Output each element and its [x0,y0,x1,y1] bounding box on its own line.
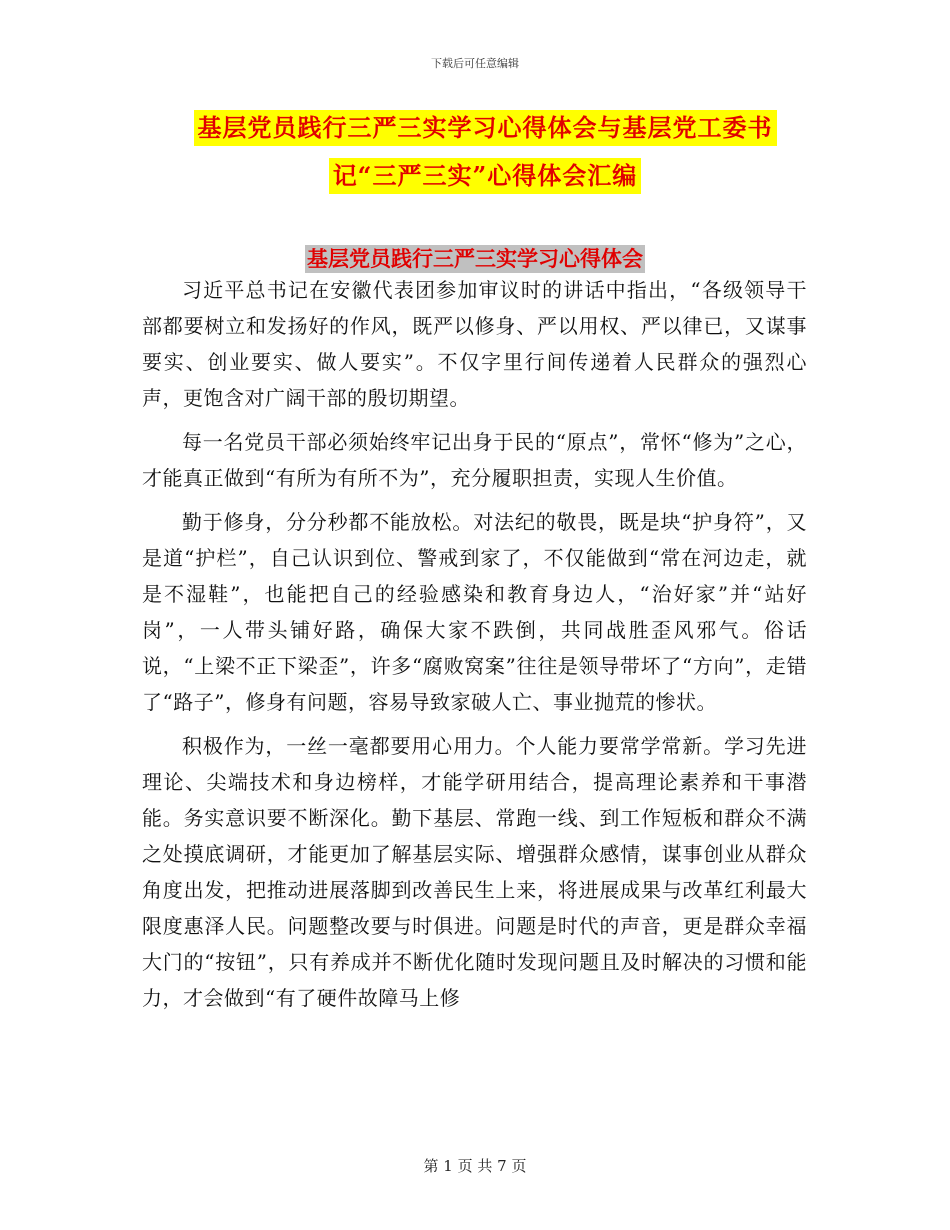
title-line-1: 基层党员践行三严三实学习心得体会与基层党工委书 [194,110,777,146]
section-title [0,245,950,273]
section-title-text: 基层党员践行三严三实学习心得体会 [307,246,643,271]
body-text [142,272,807,1024]
paragraph: 每一名党员干部必须始终牢记出身于民的“原点”，常怀“修为”之心，才能真正做到“有所为有所不为”，充分履职担责，实现人生价值。 [142,430,807,490]
title-line-2: 记“三严三实”心得体会汇编 [329,158,642,194]
paragraph: 习近平总书记在安徽代表团参加审议时的讲话中指出，“各级领导干部都要树立和发扬好的作风，既严以修身、严以用权、严以律已，又谋事要实、创业要实、做人要实”。不仅字里行间传递着人民群众的强烈心声，更饱含对广阔干部的殷切期望。 [142,278,807,410]
header-note: 下载后可任意编辑 [431,57,519,70]
paragraph: 勤于修身，分分秒都不能放松。对法纪的敬畏，既是块“护身符”，又是道“护栏”，自己认识到位、警戒到家了，不仅能做到“常在河边走，就是不湿鞋”，也能把自己的经验感染和教育身边人，“治好家”并“站好岗”，一人带头铺好路，确保大家不跌倒，共同战胜歪风邪气。俗话说，“上梁不正下梁歪”，许多“腐败窝案”往往是领导带坏了“方向”，走错了“路子”，修身有问题，容易导致家破人亡、事业抛荒的惨状。 [142,510,807,714]
paragraph: 积极作为，一丝一毫都要用心用力。个人能力要常学常新。学习先进理论、尖端技术和身边榜样，才能学研用结合，提高理论素养和干事潜能。务实意识要不断深化。勤下基层、常跑一线、到工作短板和群众不满之处摸底调研，才能更加了解基层实际、增强群众感情，谋事创业从群众角度出发，把推动进展落脚到改善民生上来，将进展成果与改革红利最大限度惠泽人民。问题整改要与时俱进。问题是时代的声音，更是群众幸福大门的“按钮”，只有养成并不断优化随时发现问题且及时解决的习惯和能力，才会做到“有了硬件故障马上修 [142,734,807,1010]
page-footer: 第 1 页 共 7 页 [423,1157,527,1175]
document-title [140,110,830,206]
